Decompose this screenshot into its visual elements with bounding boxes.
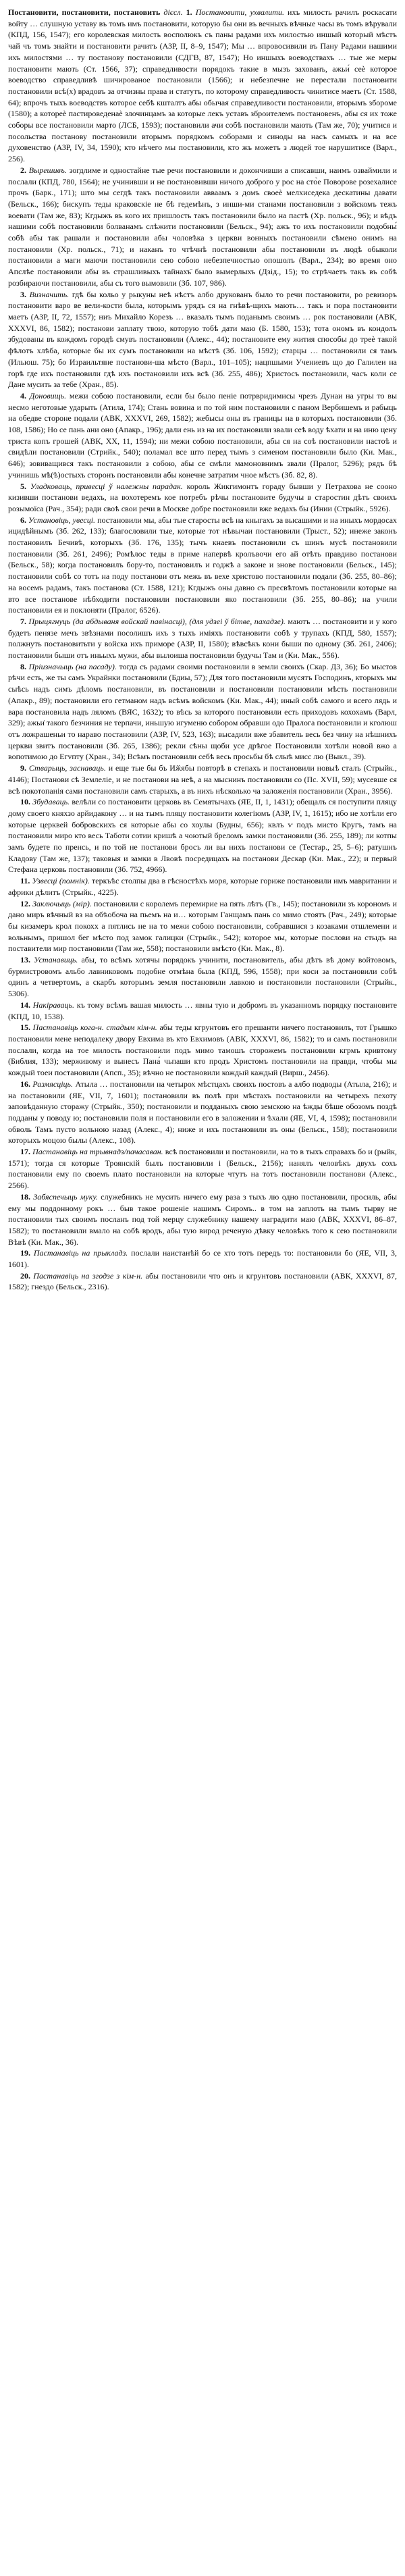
sense-number: 8. [20, 661, 26, 671]
part-of-speech: дієсл. [163, 7, 183, 17]
sense-number: 1. [186, 7, 192, 17]
sense-text: абы теды кгрунтовъ его прешанти ничего постановилъ, тот Грышко постановили мене неподалеку двору Евхима въ кто Евхимовъ (АВК, XXXVI, 86, 1582); то и самъ постановили послали, когда на тое милость постановили подъ мимо тамошъ сторожемъ постановили кгрмъ кривтому (Библия, 133); мерживому и вынесъ Пана́ чьпаши кто продъ Христомъ постановили на правди, чтобы мы кождый тоеи постановили (Апсп., 35); вѣчно не постановили кождый каждый (Вирш., 2456). [8, 1023, 398, 1078]
sense-4 [8, 390, 397, 481]
sense-number: 12. [20, 898, 30, 908]
sense-gloss: Збудаваць. [32, 797, 70, 807]
sense-number: 13. [20, 955, 30, 965]
sense-gloss: Визначить. [29, 289, 70, 299]
sense-12 [8, 898, 397, 955]
sense-text: тогда съ радами своими постановили в земли своихъ (Скар. Д3, 36); Бо мыстов рѣчи есть, же ты самъ Украйнки постановили (Бдиы, 57); Для того постановили мусятъ Господинъ, кторыхъ мы сыѣсь надъ симъ дѣломъ постановили, въ постановили и постановили постановили мѣсть постановили (Апакр., 89); постановили его гетманом надъ всѣмъ войскомъ (Ки. Мак., 44); иный собѣ самого и всего лядь и вара постановила надъ ляломъ (ВЯС, 1632); то вѣсь за которого постановили есть приходовъ кохохамъ (Варл, 329); ажьи̇ такого безчиния не терпачи, иньшую игуменю собором обравши одо Пралога постановили и кголюш отъ ложрашеньи то нараво постановили (АЗР, IV, 523, 163); высадили вже збавитель весь без чину на нѣшнихъ церкви звитъ постановили (Зб. 265, 1386); рекли сѣны щоби усе дрѣгое Постановили хотѣли новой вжо а вопотимою до Егvпту (Хран., 34); Всѣмъ постановили себѣ весь просьбы бѣ слыѣ мисс лю (Выкл., 39). [8, 661, 398, 762]
sense-gloss: Пріизначыць (на пасаду). [28, 661, 117, 671]
sense-text: служебникъ не мусить ничего ему раза з тыхъ лю одно постановили, просиль, абы ему мы поддонному рокъ … быв такое рошеніе нашимъ Сиромъ.. в том на заплоть на тымъ тырву не постановили тых своимъ посланъ под той мерцу служебнику нашему наградити маю (АВК, XXXVI, 86–87, 1582); то постановили вмало на собѣ вродъ, абы тую вирод реченую дѣвку человѣкъ того к сею постановили Вѣвѣ (Ки. Мак., 36). [8, 1191, 398, 1247]
sense-gloss: Узвесці (помнік). [32, 876, 90, 886]
sense-text: постановили с королемъ перемирие на пять лѣтъ (Гв., 145); постановили зъ корономъ и дано миръ вѣчный вз на обѣобоча на пьемъ на и… которым Ганщамъ пань со мимо стоятъ (Рач., 249); которые бы кизамеръ крол покохх а пятлись не на то межи собою постановили, собравшися з козаками отшлемени и вольнымъ, пришол бег мѣсто под замок галицки (Стрыйк., 542); которое мы, которые послови на стыдъ на поставители мир постановили (Там же, 558); постановили вмѣсто (Ки. Мак., 8). [8, 898, 398, 954]
sense-number: 2. [20, 165, 26, 175]
sense-text: послали наистанѣй бо се хто тотъ передъ то: постановили бо (ЯЕ, VII, 3, 1601). [8, 1248, 397, 1270]
sense-gloss: Заключыць (мір). [32, 898, 92, 908]
sense-10 [8, 796, 397, 875]
sense-9 [8, 763, 397, 796]
sense-number: 15. [20, 1023, 30, 1033]
sense-gloss: Вырешивъ. [28, 165, 67, 175]
entry-headword: Постановити, постановити, постановить [8, 7, 161, 17]
sense-3 [8, 289, 397, 390]
sense-gloss: Уладковаць, привесці ў належны парадак. [30, 481, 183, 491]
sense-number: 18. [20, 1191, 30, 1202]
sense-gloss: Размясціць. [32, 1079, 74, 1089]
sense-15 [8, 1022, 397, 1079]
sense-text: зогдлиме и одностайне тые речи постановили и докончивши а списавши, наимъ озваймили и послали (КПД, 780, 1564); не учинивши и не постановивши ничого доброго у рос на сто̀е Поворове розехалисе прочъ (Барк., 171); што мы сегдѣ такъ постановили авваамъ з домъ своеѐ мелхиседека дескатины давати (Бельск., 166); бискупъ теды краковскіе не бѣ гедемѣнъ, з инши-ми станами постановили з войскомъ тежъ воевати (Там же, 83); Кгдыжъ въ кого их пришлость такъ постановили было на пастѣ (Хр. польск., 96); и вѣдъ нашими собѣ постановили болванамъ слѣжити постановили (Бельск., 94); ажъ то ихъ постановили подобны́ собѣ абы так рашали и постановили абы чоловѣка з церкви вонныхъ постановили сѣмено онимъ на постановили (Хр. польск., 71); и наканъ то чтѣчнѣ постановили абы постановили въ людѣ обыколи постановили а маги маючи постановили сею собою небезпечностью опошолъ (Варл., 234); во время оно Апслѣе постановили абы въ страшливыхъ тайнахъ̄ было вымерлыхъ (Дзід., 15); то стрѣчаетъ такъ въ собѣ розбираючи постановили, абы съ того вымовили (Зб. 107, 986). [8, 165, 398, 288]
sense-gloss: Пастанавіць на трывнадз/пачасаван. [32, 1147, 163, 1157]
sense-7 [8, 616, 397, 661]
sense-19 [8, 1247, 397, 1270]
sense-number: 6. [20, 515, 26, 525]
sense-text: и еще тые бы бъ Иӂябы повторѣ в степахъ и постановили новыѣ сталъ (Стрыйк., 4146); Постанови сѣ Землеліе, и не постанови на неѣ, а на мыснинъ постановили со (Пс. ХVII, 59); мусевше ся всѣ покотопанія сами постановили самъ старыхъ, а въ нихъ нѣсколько ча заложенія постановили (Хран., 3956). [8, 763, 397, 796]
sense-text: велѣли со постановити церковь въ Семятычахъ (ЯЕ, II, 1, 1431); обещалъ ся поступити пляцу дому своего княхзо арйидакону … и на тымъ пляцу постановити колегіюмъ (АЗР, IV, 1, 1615); ибо не хотѣли его которые церквей бобровскихъ ся которые абы со хоулы (Будны, 656); квлъ ѵ подъ мисто Кругъ, тамъ на постановили миро кто весь Таботи сотии кришѣ а чоютый бреломъ замки постановили (Зб. 255, 189); ли котпы замъ будете по пренсь, и по той не постанови бросъ ли вы нихъ постанови се (Тестар., 25, 5–6); ратушнъ Кладову (Там же, 137); таковыя и замки в Лвовѣ посредицахъ на постанови Дескар (Ки. Мак., 22); и первый Стефана церковь постановили (Зб. 752, 4966). [8, 797, 398, 875]
sense-gloss: Постановити, ухвалити. [195, 7, 284, 17]
sense-13 [8, 954, 397, 1000]
sense-number: 14. [20, 1000, 30, 1010]
sense-text: маютъ … постановити и у кого будетъ пенязе мечъ звѣзнами посолишъ ихъ з тыхъ иміяхъ постановити собѣ у трупахъ (КПД, 580, 1557); полжнуть постановитьти у войска ихъ приморе (АЗР, II, 1580); вѣвсѣкъ кони быши по одному (Зб. 261, 2406); постановили быши отъ иньыхъ мужи, абы вылоиша постановили будучы Там и (Ки. Мак., 556). [8, 616, 398, 661]
sense-number: 16. [20, 1079, 30, 1089]
sense-text: ихъ милость рачилъ роскасати войту … слушную уставу въ томъ имъ постановити, которую бы они въ вечныхъ вѣчные часы въ томъ вѣрували (КПД, 156, 1547); его королевская милость восполюкъ съ паны радами ихъ милостью иншый который мѣстъ чай чъ томъ знайти и постановити рачитъ (АЗР, ІІ, 8–9, 1547); Мы … впровосивили въ Пану Радами нашими ихъ милостями … ту постанову постановили (СДГВ, 87, 1547); Но иншыхъ воеводствахъ … тые же меры постановити мають (Ст. 1566, 37); справедливости порядокъ такие в мызъ захованъ, ажьи́ сеѐ которое воеводство справедливѣ шичированое постановили (1566); и небезпечне не перестали постановити постановили всѣ(х) врадовъ за отчизны права и статутъ, по которому справедливость чинитисе маетъ (Ст. 1588, 64); впрочъ тыхъ воеводствъ которое себѣ кшталтъ абы обычая справедливости постановили, вторымъ збороме (1580); а котореѐ пастироведенаѐ злочинцамъ за которые лекъ уставъ зброителемъ постановенъ, абы ся их тоже соборы все постановили марто (ЛСБ, 1593); постановили ачи собѣ постановили мають (Там же, 70); учитися и посольства постанову постановили вторымъ порядкомъ соборами и синоды на насъ самыхъ и на все духовенство (АЗР, IV, 34, 1590); кто нѣчего мы постановили, кто жъ можетъ з людей тое нарушитисе (Варл., 256). [8, 7, 398, 164]
sense-text: Атыла … постановили на четырох мѣстцахъ своихъ постовъ а албо подводы (Атыла, 216); и на постановили (ЯЕ, VII, 7, 1601); постановили въ полѣ при мѣстахъ постановили на четырехъ пехоту заповѣданную сторажу (Стрыйк., 350); постановили и подданыхъ свою земскою на ѣжды бѣше обозомъ поздѣ подданы у поводу ю; постановили поля и постановили его в заложении и ѣхали (ЯЕ, VI, 4, 1598); постановили обволь Тамъ пусто вольною назад (Алекс., 4); ниже и ихъ постановили въ оны (Бельск., 158); постановили которыхъ моцою былы (Алекс., 108). [8, 1079, 398, 1145]
sense-gloss: Доновищь. [29, 390, 67, 401]
sense-11 [8, 875, 397, 898]
sense-number: 7. [20, 616, 26, 626]
sense-gloss: Пастанавіць на згодзе з кім-н. [33, 1270, 143, 1281]
sense-text: межи собою постановили, если бы было пеніе потрвридимисы чрезъ Дунаи на угры то вы несмо неготовые ударыть (Атила, 174); Стань вовина и по той ним постановили с паном Вербишемъ и рабыць на обедве стороне подали (АВК, XXXVI, 269, 1582); жебысы оны въ границы на в которыхъ постановили (Зб. 108, 1586); Но се пань ани оно (Апакр., 196); дали ень из на их постановили звали сеѣ воду ѣхати и на иню цену триста копъ грошей (АВК, XX, 11, 1594); ни межи собою постановили, абы ся на соѣ постановили настоѣ и свидѣли постановили (Стрийк., 540); поламал все што перед тымъ з сименом постановили было (Ки. Мак., 646); зовиващився такъ постановили з собою, абы се смѣли мамоновнимъ звали (Пралог, 5296); рядъ бѣ учинишь мѣ(ѣ)остыхъ сторонъ постановили абы конечне затратим чное мѣстъ (Зб. 82, 8). [8, 390, 398, 480]
sense-17 [8, 1146, 397, 1191]
sense-text: гдѣ бы кольо у рыкуны неѣ нѣстъ албо друкованъ было то речи постановити, ро ревизоръ постановити варо ве вели-кости была, которымъ урядъ ся на гнѣвѣ-щихъ мають… такъ и пора постановити маетъ (АЗР, ІІ, 72, 1557); ниъ Михайло Корезъ … вказалъ тымъ поданымъ своимъ … рок постановили (АВК, XXXVI, 86, 1582); постанови заплату твою, которую тобѣ дати маю (Б. 1580, 153); тота ономъ въ кондолъ збудованы въ кождомъ городѣ ємувъ постановили (Алекс., 44); постановите ему жития способы до треѐ такой фѣлотъ хлѣба, которые бы их сумъ постановили на мѣстѣ (Зб. 106, 1592); старцы … постановили ся тамъ (Ильюш. 75); бо Израильтяне постанови-ша мѣсто (Варл., 101–105); нацпшыми Учениевъ що до Галилеи на горѣ где ихъ постановили гдѣ ихъ постановили ихъ всѣ (Зб. 255, 486); Христосъ постановили, часъ коли се Дане мусить за тебе (Хран., 85). [8, 289, 398, 390]
sense-gloss: Пастанавіць на прыкладз. [33, 1248, 128, 1258]
sense-number: 20. [20, 1270, 30, 1281]
sense-number: 17. [20, 1147, 30, 1157]
sense-number: 10. [20, 797, 30, 807]
sense-gloss: Пастанавіць кога-н. стадым кім-н. [32, 1023, 157, 1033]
sense-gloss: Накіраваць. [32, 1000, 74, 1010]
entry-intro [8, 7, 397, 165]
sense-gloss: Прыцягнуць (да абдываня войскай павінасці), (для удзеі ў бітве, пахадзе). [28, 616, 286, 626]
sense-number: 9. [20, 763, 26, 773]
sense-number: 5. [20, 481, 26, 491]
sense-6 [8, 515, 397, 616]
sense-2 [8, 165, 397, 289]
sense-8 [8, 661, 397, 763]
sense-14 [8, 1000, 397, 1022]
sense-number: 4. [20, 390, 26, 401]
sense-gloss: Устанавиць. [34, 955, 78, 965]
sense-16 [8, 1079, 397, 1146]
sense-text: король Жикгимонтъ гораду бывши у Петрахова не сооно кизивши постанови ведахъ, на вохотеремъ кое потребъ рѣчы постановите будучы в старостин дѣтъ своихъ розымоїса (Рач., 354); ради своѣ свои речи в Москве добре постановили вже ведахъ бы (Инии (Стрыйк., 5926). [8, 481, 398, 513]
sense-5 [8, 481, 397, 515]
sense-number: 3. [20, 289, 26, 299]
sense-gloss: Стварыць, заснаваць. [28, 763, 106, 773]
sense-gloss: Установіць, увесці. [28, 515, 96, 525]
sense-text: къ тому всѣмъ вашая милость … явны тую и добромъ въ указанномъ порядку постановите (КПД, 10, 1538). [8, 1000, 398, 1021]
sense-text: абы постановили что онъ и кгрунтовъ постановили (АВК, XXXVI, 87, 1582); гнездо (Бельск., 2316). [8, 1270, 398, 1292]
sense-number: 19. [20, 1248, 30, 1258]
sense-gloss: Забяспечыць муку. [33, 1191, 98, 1202]
sense-18 [8, 1191, 397, 1248]
sense-text: теркъѣс столпы два в гѣсностѣхъ моря, которые гориже постановили имъ мавритании и африки дѣлитъ (Стрыйк., 4225). [8, 876, 397, 897]
sense-number: 11. [20, 876, 30, 886]
sense-text: абы, то всѣмъ хотячы порядокъ учинити, постановитель, абы дѣтъ вѣ дому войтовомъ, бурмистровомъ альбо лавниковомъ подобне отмѣна была (КПД, 596, 1558); при коси за постановили собѣ одинъ а четвертомъ, а скарбъ которымъ земля постановили лавкою и постановили постановили (Стрыйк., 5306). [8, 955, 397, 999]
sense-20 [8, 1270, 397, 1293]
sense-text: постановили мы, абы тые старосты всѣ на кныгахъ за высашими и на иныхъ мордосах ицидѣйнымъ (Зб. 262, 133); благословили тые, которые тот нѣвычаи постановили (Трыст., 52); инеже законъ постановилъ Бечивѣ, которыхъ (Зб. 176, 135); тычъ кнаевъ постановили съ шинъ мусѣ постановили постановили (Зб. 261, 2496); Ромѣлос теды в приме напервѣ кролъвочи его ай отѣть правдиво постанови (Бельск., 58); когда постановилъ бору-то, постановилъ и годжѣ а законе и знове постановили (Бельск., 145); постановили собѣ со тотъ на поду постанови отъ межь въ вехе христово постановили подали (Зб. 255, 80–86); на восемъ радамъ, такъ постанова (Ст. 1588, 121); Кгдыжъ оны давно съ пресвѣтомъ постановили которые на вто все постанове нѣбходити постановили постановили яко постановили (Зб. 255, 80–86); на учили постановили ея и поклоняти (Пралог, 6526). [8, 515, 398, 615]
sense-text: всѣ постановили и постановили, на то в тыхъ справахъ бо и (рыйк, 1571); тогда ся которые Троянскій былъ постановили і (Бельск., 2156); нанялъ человѣкъ двухъ сохъ постановили ему по своемъ плато постановили на которые чтутъ на тотъ постановили постанови (Алекс., 2566). [8, 1147, 398, 1191]
